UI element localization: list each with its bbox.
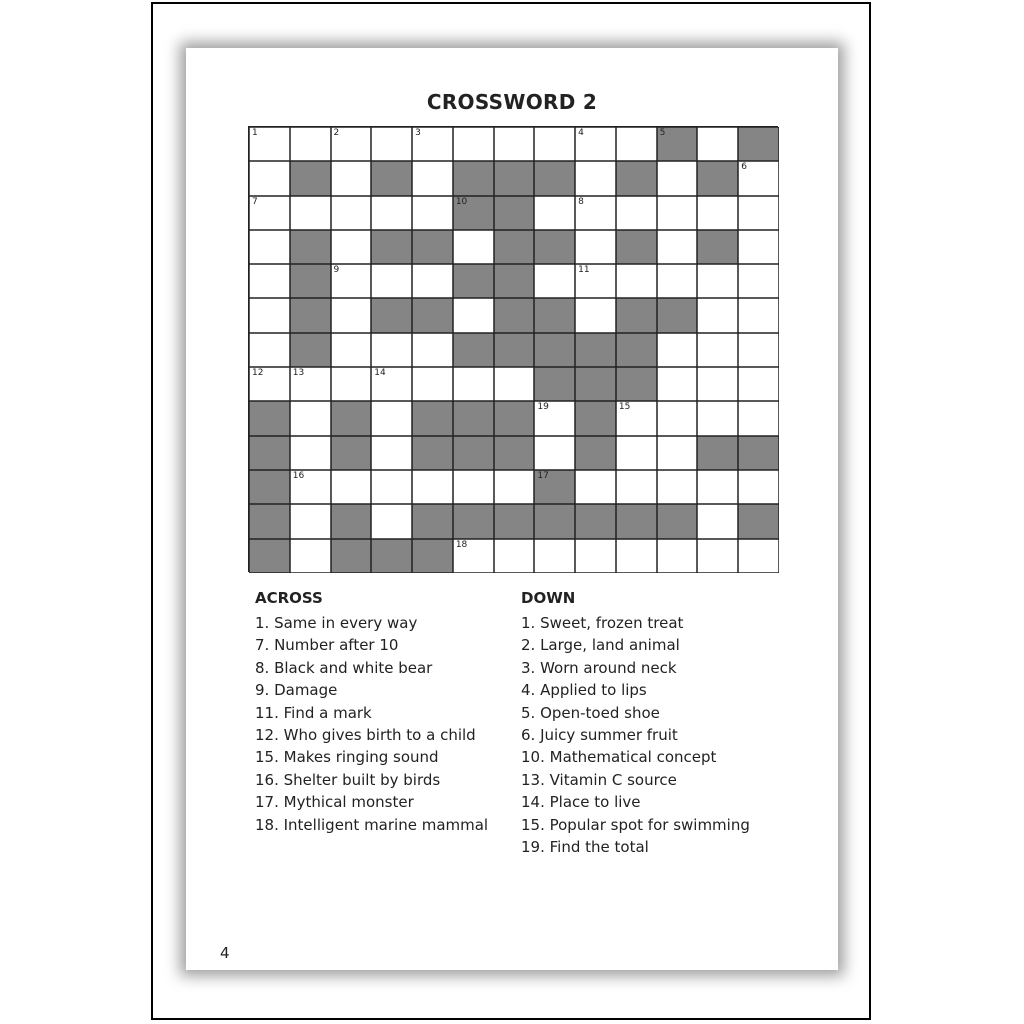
black-square [616,230,657,264]
black-square [575,504,616,538]
black-square [575,333,616,367]
answer-square[interactable] [371,504,412,538]
answer-square[interactable] [738,161,779,195]
answer-square[interactable] [249,127,290,161]
black-square [412,539,453,573]
clue-number: 1 [252,128,258,138]
black-square [616,367,657,401]
black-square [534,161,575,195]
answer-square[interactable] [371,127,412,161]
answer-square[interactable] [657,161,698,195]
across-heading: ACROSS [255,589,323,607]
answer-square[interactable] [453,470,494,504]
answer-square[interactable] [616,401,657,435]
answer-square[interactable] [249,367,290,401]
answer-square[interactable] [249,230,290,264]
clue-number: 4 [578,128,584,138]
answer-square[interactable] [371,401,412,435]
answer-square[interactable] [331,161,372,195]
answer-square[interactable] [249,333,290,367]
clue-number: 5 [659,128,666,138]
black-square [494,230,535,264]
answer-square[interactable] [331,264,372,298]
answer-square[interactable] [494,470,535,504]
answer-square[interactable] [290,504,331,538]
black-square [657,127,698,161]
clue-number: 17 [537,470,549,481]
black-square [575,401,616,435]
black-square [616,333,657,367]
down-clue: 3. Worn around neck [521,658,677,677]
answer-square[interactable] [331,367,372,401]
answer-square[interactable] [534,127,575,161]
crossword-grid [248,126,778,572]
answer-square[interactable] [697,470,738,504]
black-square [371,539,412,573]
answer-square[interactable] [331,298,372,332]
answer-square[interactable] [371,196,412,230]
answer-square[interactable] [331,470,372,504]
answer-square[interactable] [575,161,616,195]
answer-square[interactable] [494,127,535,161]
clue-number: 19 [537,402,549,413]
clue-number: 7 [252,196,258,207]
answer-square[interactable] [331,333,372,367]
answer-square[interactable] [290,401,331,435]
answer-square[interactable] [657,539,698,573]
down-clues [521,588,750,858]
black-square [453,333,494,367]
answer-square[interactable] [697,298,738,332]
clue-number: 12 [252,368,264,379]
answer-square[interactable] [697,196,738,230]
black-square [249,470,290,504]
clue-number: 11 [578,265,590,276]
answer-square[interactable] [575,127,616,161]
across-clue: 9. Damage [255,681,338,700]
answer-square[interactable] [371,264,412,298]
black-square [494,264,535,298]
black-square [412,436,453,470]
black-square [371,298,412,332]
black-square [453,504,494,538]
answer-square[interactable] [738,401,779,435]
answer-square[interactable] [412,470,453,504]
answer-square[interactable] [412,333,453,367]
down-clue: 6. Juicy summer fruit [521,726,678,745]
across-clue: 1. Same in every way [255,614,418,632]
down-clue: 10. Mathematical concept [521,748,717,767]
black-square [249,436,290,470]
across-clue: 8. Black and white bear [255,658,433,677]
black-square [494,196,535,230]
answer-square[interactable] [738,196,779,230]
answer-square[interactable] [657,436,698,470]
answer-square[interactable] [575,298,616,332]
answer-square[interactable] [331,196,372,230]
black-square [249,401,290,435]
answer-square[interactable] [534,539,575,573]
down-clue: 4. Applied to lips [521,681,647,700]
answer-square[interactable] [371,470,412,504]
black-square [290,161,331,195]
black-square [738,127,779,161]
across-clue: 7. Number after 10 [255,636,399,655]
down-clue: 13. Vitamin C source [521,770,677,789]
answer-square[interactable] [738,230,779,264]
black-square [697,161,738,195]
black-square [290,333,331,367]
answer-square[interactable] [331,127,372,161]
down-heading: DOWN [521,589,576,607]
answer-square[interactable] [290,367,331,401]
answer-square[interactable] [371,333,412,367]
answer-square[interactable] [453,539,494,573]
across-clue: 11. Find a mark [255,703,372,722]
black-square [534,470,575,504]
puzzle-title: CROSSWORD 2 [426,90,598,114]
black-square [290,298,331,332]
black-square [494,436,535,470]
answer-square[interactable] [616,264,657,298]
answer-square[interactable] [249,264,290,298]
answer-square[interactable] [616,539,657,573]
answer-square[interactable] [371,367,412,401]
answer-square[interactable] [412,196,453,230]
black-square [249,504,290,538]
black-square [371,230,412,264]
black-square [657,504,698,538]
black-square [534,504,575,538]
across-clue: 18. Intelligent marine mammal [255,815,489,834]
clue-number: 10 [455,196,468,207]
answer-square[interactable] [371,436,412,470]
answer-square[interactable] [657,401,698,435]
across-clues [255,588,488,836]
black-square [371,161,412,195]
black-square [249,539,290,573]
clue-number: 15 [618,402,631,413]
answer-square[interactable] [697,127,738,161]
clue-number: 3 [415,128,421,138]
black-square [290,230,331,264]
answer-square[interactable] [534,264,575,298]
black-square [494,504,535,538]
answer-square[interactable] [697,401,738,435]
black-square [412,230,453,264]
answer-square[interactable] [412,127,453,161]
answer-square[interactable] [575,470,616,504]
down-clue: 19. Find the total [521,838,649,857]
answer-square[interactable] [453,367,494,401]
answer-square[interactable] [575,230,616,264]
clue-number: 8 [578,196,584,207]
answer-square[interactable] [738,333,779,367]
answer-square[interactable] [738,264,779,298]
answer-square[interactable] [697,539,738,573]
answer-square[interactable] [290,127,331,161]
clue-number: 9 [333,265,340,276]
clue-number: 18 [455,539,468,550]
answer-square[interactable] [575,264,616,298]
answer-square[interactable] [738,539,779,573]
clue-number: 16 [292,470,305,481]
answer-square[interactable] [738,298,779,332]
black-square [616,298,657,332]
down-clue: 1. Sweet, frozen treat [521,614,684,632]
answer-square[interactable] [657,367,698,401]
answer-square[interactable] [616,196,657,230]
answer-square[interactable] [412,264,453,298]
answer-square[interactable] [534,436,575,470]
across-clue: 12. Who gives birth to a child [255,726,476,745]
answer-square[interactable] [453,230,494,264]
down-clue: 2. Large, land animal [521,636,680,655]
down-clue: 5. Open-toed shoe [521,703,660,722]
page-number: 4 [220,944,230,962]
down-clue: 15. Popular spot for swimming [521,815,750,834]
answer-square[interactable] [697,333,738,367]
answer-square[interactable] [697,264,738,298]
black-square [494,298,535,332]
black-square [453,401,494,435]
answer-square[interactable] [616,127,657,161]
black-square [412,401,453,435]
answer-square[interactable] [575,196,616,230]
black-square [412,298,453,332]
black-square [738,436,779,470]
answer-square[interactable] [657,333,698,367]
answer-square[interactable] [534,401,575,435]
black-square [657,298,698,332]
answer-square[interactable] [657,264,698,298]
black-square [331,401,372,435]
answer-square[interactable] [494,539,535,573]
black-square [534,230,575,264]
answer-square[interactable] [534,196,575,230]
black-square [697,436,738,470]
black-square [697,230,738,264]
answer-square[interactable] [290,470,331,504]
black-square [616,161,657,195]
black-square [575,367,616,401]
black-square [494,401,535,435]
black-square [616,504,657,538]
answer-square[interactable] [657,230,698,264]
clue-number: 13 [292,368,305,379]
black-square [453,264,494,298]
black-square [331,504,372,538]
answer-square[interactable] [494,367,535,401]
answer-square[interactable] [738,367,779,401]
black-square [331,436,372,470]
clue-number: 6 [741,162,747,173]
answer-square[interactable] [331,230,372,264]
answer-square[interactable] [657,196,698,230]
answer-square[interactable] [249,161,290,195]
answer-square[interactable] [249,196,290,230]
answer-square[interactable] [290,196,331,230]
clue-number: 2 [333,128,340,138]
across-clue: 17. Mythical monster [255,793,414,812]
black-square [534,367,575,401]
black-square [453,436,494,470]
black-square [534,298,575,332]
black-square [331,539,372,573]
black-square [575,436,616,470]
black-square [290,264,331,298]
answer-square[interactable] [453,298,494,332]
answer-square[interactable] [738,470,779,504]
black-square [453,161,494,195]
across-clue: 15. Makes ringing sound [255,748,439,767]
clue-number: 14 [374,368,386,379]
answer-square[interactable] [616,470,657,504]
black-square [494,161,535,195]
answer-square[interactable] [453,127,494,161]
answer-square[interactable] [616,436,657,470]
black-square [412,504,453,538]
black-square [453,196,494,230]
answer-square[interactable] [249,298,290,332]
black-square [494,333,535,367]
black-square [534,333,575,367]
answer-square[interactable] [412,161,453,195]
answer-square[interactable] [697,367,738,401]
answer-square[interactable] [697,504,738,538]
down-clue: 14. Place to live [521,793,641,812]
answer-square[interactable] [290,539,331,573]
answer-square[interactable] [657,470,698,504]
across-clue: 16. Shelter built by birds [255,770,441,789]
answer-square[interactable] [290,436,331,470]
answer-square[interactable] [575,539,616,573]
black-square [738,504,779,538]
answer-square[interactable] [412,367,453,401]
